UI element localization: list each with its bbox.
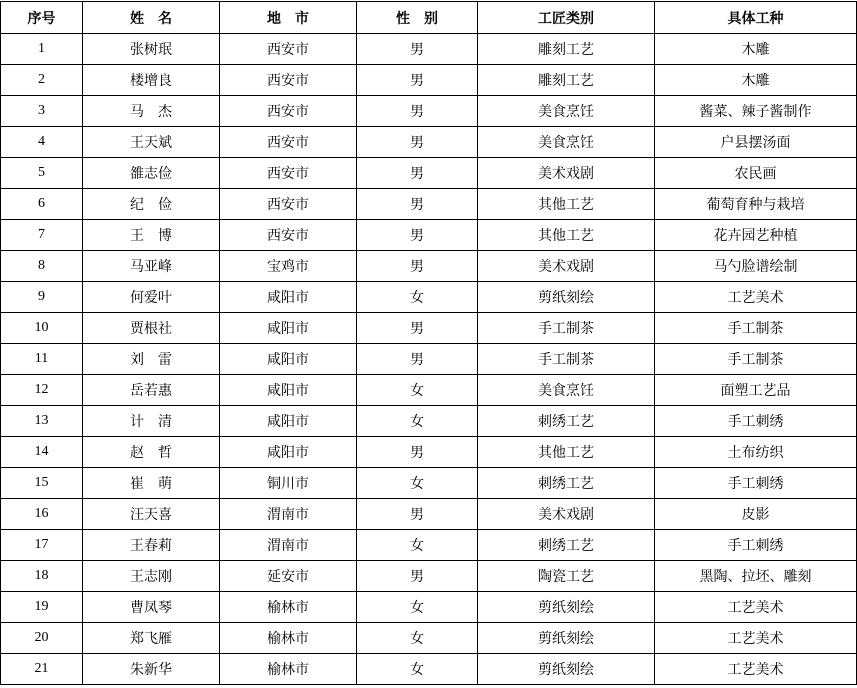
cell-gender: 男 — [357, 65, 478, 96]
cell-trade: 工艺美术 — [655, 592, 857, 623]
cell-gender: 女 — [357, 282, 478, 313]
header-city: 地 市 — [220, 2, 357, 34]
cell-city: 渭南市 — [220, 530, 357, 561]
cell-trade: 手工刺绣 — [655, 406, 857, 437]
cell-category: 美食烹饪 — [478, 127, 655, 158]
cell-seq: 8 — [1, 251, 83, 282]
header-seq: 序号 — [1, 2, 83, 34]
cell-trade: 户县摆汤面 — [655, 127, 857, 158]
cell-category: 剪纸刻绘 — [478, 623, 655, 654]
cell-trade: 手工刺绣 — [655, 530, 857, 561]
cell-name: 楼增良 — [83, 65, 220, 96]
cell-trade: 工艺美术 — [655, 282, 857, 313]
table-row — [1, 220, 857, 251]
cell-category: 美术戏剧 — [478, 158, 655, 189]
cell-trade: 葡萄育种与栽培 — [655, 189, 857, 220]
cell-gender: 男 — [357, 96, 478, 127]
cell-name: 王春莉 — [83, 530, 220, 561]
table-row — [1, 530, 857, 561]
cell-city: 咸阳市 — [220, 437, 357, 468]
cell-city: 延安市 — [220, 561, 357, 592]
cell-seq: 6 — [1, 189, 83, 220]
cell-seq: 19 — [1, 592, 83, 623]
cell-name: 计 清 — [83, 406, 220, 437]
table-row — [1, 592, 857, 623]
cell-category: 剪纸刻绘 — [478, 654, 655, 685]
cell-seq: 16 — [1, 499, 83, 530]
cell-name: 张树珉 — [83, 34, 220, 65]
table-row — [1, 158, 857, 189]
cell-city: 榆林市 — [220, 592, 357, 623]
cell-category: 剪纸刻绘 — [478, 282, 655, 313]
craftsmen-table — [0, 1, 857, 685]
cell-category: 美术戏剧 — [478, 251, 655, 282]
cell-gender: 男 — [357, 344, 478, 375]
cell-trade: 农民画 — [655, 158, 857, 189]
cell-category: 雕刻工艺 — [478, 65, 655, 96]
cell-seq: 11 — [1, 344, 83, 375]
cell-seq: 7 — [1, 220, 83, 251]
cell-name: 贾根社 — [83, 313, 220, 344]
cell-category: 美食烹饪 — [478, 375, 655, 406]
cell-name: 曹凤琴 — [83, 592, 220, 623]
cell-seq: 13 — [1, 406, 83, 437]
cell-city: 铜川市 — [220, 468, 357, 499]
cell-name: 王天斌 — [83, 127, 220, 158]
table-row — [1, 406, 857, 437]
cell-category: 美术戏剧 — [478, 499, 655, 530]
table-header — [1, 2, 857, 34]
cell-seq: 18 — [1, 561, 83, 592]
cell-seq: 21 — [1, 654, 83, 685]
cell-gender: 男 — [357, 127, 478, 158]
cell-city: 咸阳市 — [220, 406, 357, 437]
cell-city: 咸阳市 — [220, 375, 357, 406]
cell-seq: 14 — [1, 437, 83, 468]
cell-name: 何爱叶 — [83, 282, 220, 313]
cell-name: 赵 哲 — [83, 437, 220, 468]
cell-city: 渭南市 — [220, 499, 357, 530]
table-row — [1, 375, 857, 406]
cell-seq: 17 — [1, 530, 83, 561]
cell-seq: 1 — [1, 34, 83, 65]
table-row — [1, 127, 857, 158]
cell-category: 其他工艺 — [478, 189, 655, 220]
table-row — [1, 623, 857, 654]
cell-category: 刺绣工艺 — [478, 406, 655, 437]
header-trade: 具体工种 — [655, 2, 857, 34]
cell-name: 朱新华 — [83, 654, 220, 685]
cell-name: 雒志俭 — [83, 158, 220, 189]
cell-seq: 15 — [1, 468, 83, 499]
cell-category: 手工制茶 — [478, 313, 655, 344]
cell-gender: 女 — [357, 530, 478, 561]
cell-gender: 男 — [357, 437, 478, 468]
cell-name: 刘 雷 — [83, 344, 220, 375]
cell-trade: 黑陶、拉坯、雕刻 — [655, 561, 857, 592]
cell-seq: 10 — [1, 313, 83, 344]
cell-seq: 20 — [1, 623, 83, 654]
cell-city: 宝鸡市 — [220, 251, 357, 282]
cell-trade: 手工制茶 — [655, 313, 857, 344]
cell-name: 纪 俭 — [83, 189, 220, 220]
cell-gender: 男 — [357, 158, 478, 189]
cell-gender: 男 — [357, 34, 478, 65]
cell-name: 郑飞雁 — [83, 623, 220, 654]
cell-category: 陶瓷工艺 — [478, 561, 655, 592]
cell-gender: 女 — [357, 623, 478, 654]
header-row — [1, 2, 857, 34]
cell-gender: 女 — [357, 468, 478, 499]
cell-city: 西安市 — [220, 34, 357, 65]
cell-seq: 9 — [1, 282, 83, 313]
cell-gender: 女 — [357, 592, 478, 623]
cell-category: 剪纸刻绘 — [478, 592, 655, 623]
cell-name: 马亚峰 — [83, 251, 220, 282]
cell-name: 崔 萌 — [83, 468, 220, 499]
cell-city: 西安市 — [220, 96, 357, 127]
cell-category: 美食烹饪 — [478, 96, 655, 127]
cell-gender: 男 — [357, 499, 478, 530]
header-category: 工匠类别 — [478, 2, 655, 34]
cell-category: 其他工艺 — [478, 437, 655, 468]
cell-city: 西安市 — [220, 158, 357, 189]
table-row — [1, 65, 857, 96]
cell-name: 王 博 — [83, 220, 220, 251]
cell-seq: 5 — [1, 158, 83, 189]
cell-gender: 女 — [357, 375, 478, 406]
table-row — [1, 499, 857, 530]
cell-trade: 酱菜、辣子酱制作 — [655, 96, 857, 127]
cell-trade: 工艺美术 — [655, 623, 857, 654]
cell-city: 咸阳市 — [220, 344, 357, 375]
cell-city: 西安市 — [220, 189, 357, 220]
table-row — [1, 468, 857, 499]
table-body — [1, 34, 857, 685]
cell-name: 王志刚 — [83, 561, 220, 592]
table-row — [1, 437, 857, 468]
cell-city: 榆林市 — [220, 623, 357, 654]
cell-trade: 木雕 — [655, 34, 857, 65]
table-row — [1, 344, 857, 375]
cell-seq: 4 — [1, 127, 83, 158]
cell-trade: 皮影 — [655, 499, 857, 530]
cell-name: 马 杰 — [83, 96, 220, 127]
cell-gender: 女 — [357, 406, 478, 437]
cell-city: 咸阳市 — [220, 313, 357, 344]
cell-gender: 男 — [357, 189, 478, 220]
cell-gender: 男 — [357, 251, 478, 282]
table-row — [1, 251, 857, 282]
cell-trade: 面塑工艺品 — [655, 375, 857, 406]
cell-gender: 男 — [357, 313, 478, 344]
table-row — [1, 96, 857, 127]
cell-gender: 男 — [357, 220, 478, 251]
cell-category: 刺绣工艺 — [478, 468, 655, 499]
cell-trade: 土布纺织 — [655, 437, 857, 468]
cell-city: 西安市 — [220, 127, 357, 158]
header-name: 姓 名 — [83, 2, 220, 34]
cell-category: 刺绣工艺 — [478, 530, 655, 561]
cell-category: 手工制茶 — [478, 344, 655, 375]
cell-city: 榆林市 — [220, 654, 357, 685]
cell-name: 汪天喜 — [83, 499, 220, 530]
cell-city: 西安市 — [220, 220, 357, 251]
table-row — [1, 34, 857, 65]
cell-gender: 男 — [357, 561, 478, 592]
cell-city: 咸阳市 — [220, 282, 357, 313]
cell-trade: 手工制茶 — [655, 344, 857, 375]
cell-trade: 手工刺绣 — [655, 468, 857, 499]
cell-seq: 2 — [1, 65, 83, 96]
table-row — [1, 561, 857, 592]
cell-seq: 3 — [1, 96, 83, 127]
cell-gender: 女 — [357, 654, 478, 685]
table-row — [1, 313, 857, 344]
cell-category: 其他工艺 — [478, 220, 655, 251]
cell-trade: 木雕 — [655, 65, 857, 96]
cell-category: 雕刻工艺 — [478, 34, 655, 65]
table-row — [1, 189, 857, 220]
cell-seq: 12 — [1, 375, 83, 406]
cell-trade: 工艺美术 — [655, 654, 857, 685]
table-row — [1, 654, 857, 685]
header-gender: 性 别 — [357, 2, 478, 34]
table-row — [1, 282, 857, 313]
cell-city: 西安市 — [220, 65, 357, 96]
cell-trade: 花卉园艺种植 — [655, 220, 857, 251]
cell-trade: 马勺脸谱绘制 — [655, 251, 857, 282]
cell-name: 岳若惠 — [83, 375, 220, 406]
